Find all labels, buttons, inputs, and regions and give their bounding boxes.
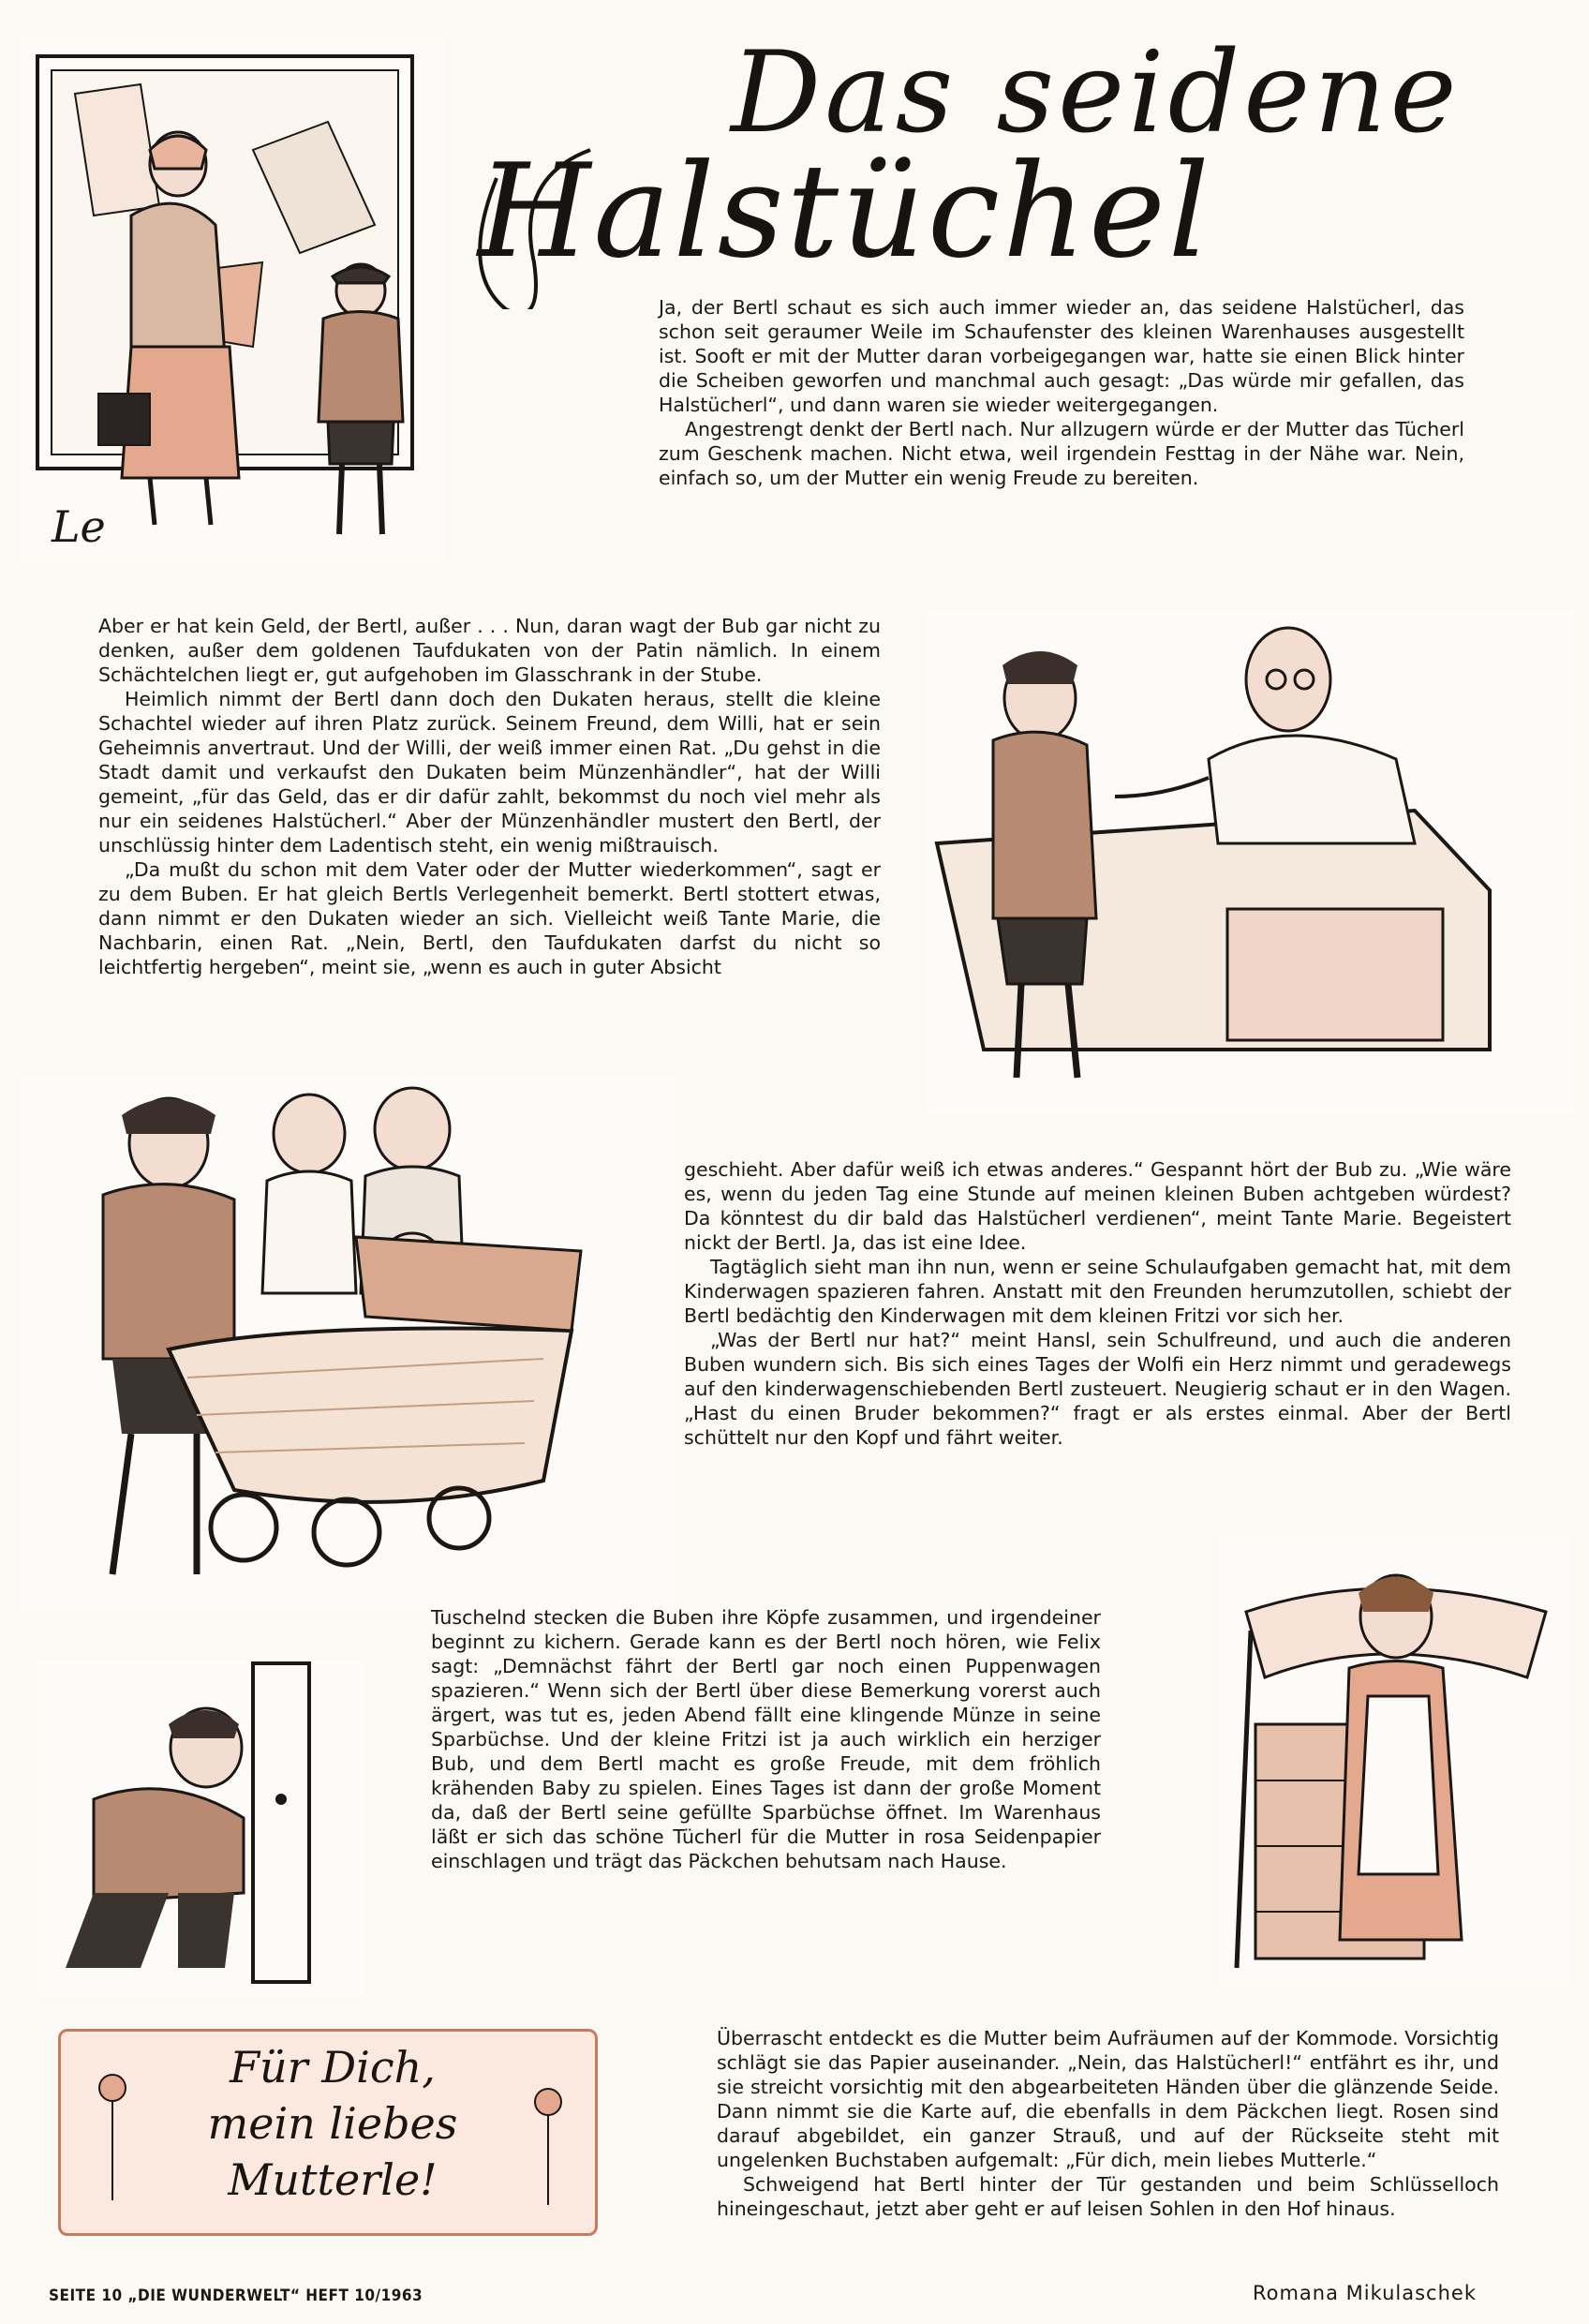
paragraph: Ja, der Bertl schaut es sich auch immer wieder an, das seidene Halstücherl, das schon seit geraumer Weile im Schaufenster des kleinen Warenhauses ausgestellt ist. Sooft er mit der Mutter daran vorbeigegangen war, hatte sie einen Blick hinter die Scheiben geworfen und manchmal auch gesagt: „Das würde mir gefallen, das Halstücherl“, und dann waren sie wieder weitergegangen. — [659, 296, 1464, 416]
illustration-pram — [19, 1078, 675, 1612]
author-name: Romana Mikulaschek — [1252, 2282, 1477, 2304]
paragraph: Heimlich nimmt der Bertl dann doch den Dukaten heraus, stellt die kleine Schachtel wieder auf ihren Platz zurück. Seinem Freund, dem Willi, hat er sein Geheimnis anvertraut. Und der Willi, der weiß immer einen Rat. „Du gehst in die Stadt damit und verkaufst den Dukaten beim Münzenhändler“, hat der Willi gemeint, „für das Geld, das er dir dafür zahlt, bekommst du noch viel mehr als nur ein seidenes Halstücherl.“ Aber der Münzenhändler mustert den Bertl, der unschlüssig hinter dem Ladentisch steht, ein wenig mißtrauisch. — [98, 688, 881, 857]
text-block-intro — [659, 295, 1464, 490]
paragraph: Überrascht entdeckt es die Mutter beim Aufräumen auf der Kommode. Vorsichtig schlägt sie das Papier auseinander. „Nein, das Halstücherl!“ entfährt es ihr, und sie streicht vorsichtig mit den abgearbeiteten Händen über die glänzende Seide. Dann nimmt sie die Karte auf, die ebenfalls in dem Päckchen liegt. Rosen sind darauf abgebildet, ein ganzer Strauß, und auf der Rückseite steht mit ungelenken Buchstaben aufgemalt: „Für dich, mein liebes Mutterle.“ — [717, 2027, 1499, 2171]
illustration-shop-window — [19, 37, 445, 562]
illustration-mother-scarf — [1218, 1537, 1569, 1987]
mother-scarf-drawing — [1218, 1537, 1569, 1987]
title-line-1: Das seidene — [731, 28, 1461, 158]
artist-signature: Le — [52, 501, 106, 552]
paragraph: Schweigend hat Bertl hinter der Tür gestanden und beim Schlüsselloch hineingeschaut, jetzt aber geht er auf leisen Sohlen in den Hof hinaus. — [717, 2173, 1499, 2220]
paragraph: geschieht. Aber dafür weiß ich etwas anderes.“ Gespannt hört der Bub zu. „Wie wäre es, wenn du jeden Tag eine Stunde auf meinen kleinen Buben achtgeben würdest? Da könntest du dir bald das Halstücherl verdienen“, meint Tante Marie. Begeistert nickt der Bertl. Ja, das ist eine Idee. — [684, 1158, 1511, 1254]
paragraph: Tagtäglich sieht man ihn nun, wenn er seine Schulaufgaben gemacht hat, mit dem Kinderwagen spazieren fahren. Anstatt mit den Freunden herumzutollen, schiebt der Bertl bedächtig den Kinderwagen mit dem kleinen Fritzi vor sich her. — [684, 1256, 1511, 1327]
greeting-card — [58, 2029, 598, 2236]
card-line: mein liebes — [207, 2098, 458, 2149]
shop-window-drawing — [19, 37, 445, 562]
title-line-2: Halstüchel — [478, 136, 1212, 287]
card-line: Mutterle! — [228, 2154, 438, 2205]
article-title — [440, 28, 1565, 309]
illustration-keyhole — [37, 1659, 365, 1996]
text-block-ending — [717, 2026, 1499, 2221]
paragraph: Aber er hat kein Geld, der Bertl, außer . . . Nun, daran wagt der Bub gar nicht zu denken, außer dem goldenen Taufdukaten von der Patin nämlich. In einem Schächtelchen liegt er, gut aufgehoben im Glasschrank in der Stube. — [98, 615, 881, 686]
page-footer: SEITE 10 „DIE WUNDERWELT“ HEFT 10/1963 — [49, 2287, 423, 2305]
paragraph: Angestrengt denkt der Bertl nach. Nur allzugern würde er der Mutter das Tücherl zum Geschenk machen. Nicht etwa, weil irgendein Festtag in der Nähe war. Nein, einfach so, um der Mutter ein wenig Freude zu bereiten. — [659, 418, 1464, 489]
illustration-coin-dealer — [928, 609, 1574, 1115]
text-block-coin-dealer — [98, 614, 881, 979]
card-line: Für Dich, — [230, 2042, 436, 2093]
pram-drawing — [19, 1078, 675, 1612]
keyhole-drawing — [37, 1659, 365, 1996]
card-text — [145, 2039, 520, 2208]
text-block-pram — [684, 1157, 1511, 1450]
coin-dealer-drawing — [928, 609, 1574, 1115]
paragraph: „Was der Bertl nur hat?“ meint Hansl, sein Schulfreund, und auch die anderen Buben wundern sich. Bis sich eines Tages der Wolfi ein Herz nimmt und geradewegs auf den kinderwagenschiebenden Bertl zusteuert. Neugierig schaut er in den Wagen. „Hast du einen Bruder bekommen?“ fragt er als erstes einmal. Aber der Bertl schüttelt nur den Kopf und fährt weiter. — [684, 1329, 1511, 1449]
paragraph: Tuschelnd stecken die Buben ihre Köpfe zusammen, und irgendeiner beginnt zu kichern. Gerade kann es der Bertl noch hören, wie Felix sagt: „Demnächst fährt der Bertl gar noch einen Puppenwagen spazieren.“ Wenn sich der Bertl über diese Bemerkung vorerst auch ärgert, was tut es, jeden Abend fällt eine klingende Münze in seine Sparbüchse. Und der kleine Fritzi ist ja auch wirklich ein herziger Bub, und dem Bertl macht es große Freude, mit dem fröhlich krähenden Baby zu spielen. Eines Tages ist dann der große Moment da, daß der Bertl seine gefüllte Sparbüchse öffnet. Im Warenhaus läßt er sich das schöne Tücherl für die Mutter in rosa Seidenpapier einschlagen und trägt das Päckchen behutsam nach Hause. — [431, 1606, 1101, 1872]
text-block-savings — [431, 1605, 1101, 1873]
paragraph: „Da mußt du schon mit dem Vater oder der Mutter wiederkommen“, sagt er zu dem Buben. Er hat gleich Bertls Verlegenheit bemerkt. Bertl stottert etwas, dann nimmt er den Dukaten wieder an sich. Vielleicht weiß Tante Marie, die Nachbarin, einen Rat. „Nein, Bertl, den Taufdukaten darfst du nicht so leichtfertig hergeben“, meint sie, „wenn es auch in guter Absicht — [98, 858, 881, 978]
